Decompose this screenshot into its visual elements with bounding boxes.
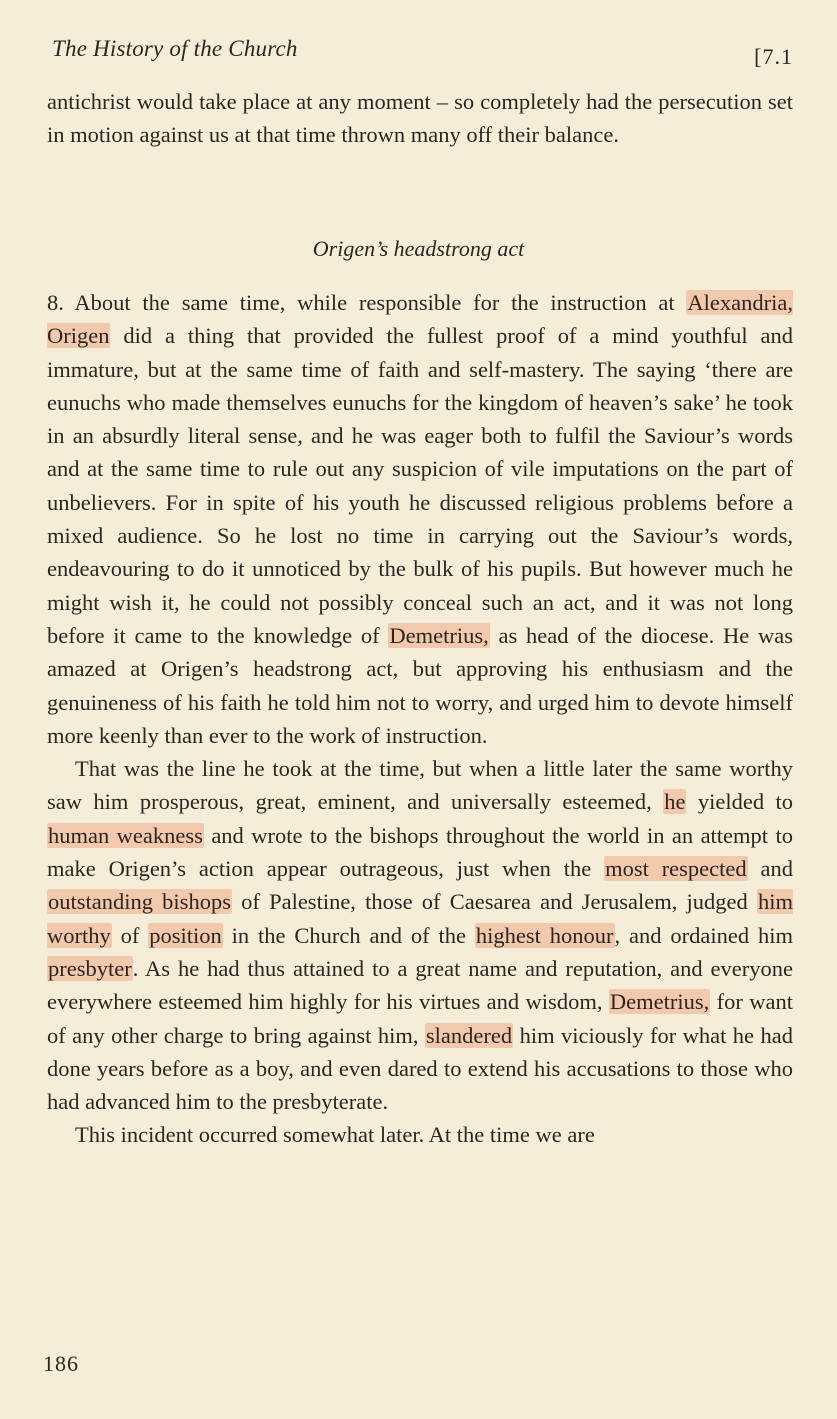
text-run: as head of the diocese. He was amazed at Origen’s headstrong act, but approving his enthusiasm and the genuineness of his faith he told him not to worry, and urged him to devote himself more keenly than ever to the work of instruction. [47, 622, 793, 748]
text-run: for want of any other charge to bring against him, [47, 989, 793, 1048]
text-run: That was the line he took at the time, but when a little later the same worthy saw him prosperous, great, eminent, and universally esteemed, [47, 756, 793, 815]
page-number: 186 [43, 1351, 79, 1376]
highlighted-text: most respected [605, 856, 747, 882]
text-run: him viciously for what he had done years before as a boy, and even dared to extend his accusations to those who had advanced him to the presbyterate. [47, 1022, 793, 1115]
text-run: did a thing that provided the fullest proof of a mind youthful and immature, but at the same time of faith and self-mastery. The saying ‘there are eunuchs who made themselves eunuchs for the kingdom of heaven’s sake’ he took in an absurdly literal sense, and he was eager both to fulfil the Saviour’s words and at the same time to rule out any suspicion of vile imputations on the part of unbelievers. For in spite of his youth he discussed religious problems before a mixed audience. So he lost no time in carrying out the Saviour’s words, endeavouring to do it unnoticed by the bulk of his pupils. But however much he might wish it, he could not possibly conceal such an act, and it was not long before it came to the knowledge of [47, 323, 793, 648]
text-run: , and ordained him [614, 922, 793, 948]
highlighted-text: highest honour [475, 922, 614, 948]
paragraph-continuation [47, 1118, 793, 1151]
highlighted-text: Alexandria, Origen [47, 290, 793, 349]
paragraph-text: antichrist would take place at any moment – so completely had the persecution set in motion against us at that time thrown many off their balance. [47, 89, 793, 148]
text-run: yielded to [686, 789, 793, 815]
section-heading: Origen’s headstrong act [312, 236, 525, 261]
text-run: 8. About the same time, while responsible for the instruction at [47, 290, 687, 315]
highlighted-text: presbyter [48, 955, 132, 981]
highlighted-text: human weakness [48, 822, 203, 848]
highlighted-text: he [664, 789, 686, 815]
text-run: of Palestine, those of Caesarea and Jerusalem, judged [231, 889, 757, 915]
text-run: of [111, 922, 149, 948]
text-run: . As he had thus attained to a great name and reputation, and everyone everywhere esteemed him highly for his virtues and wisdom, [47, 955, 793, 1015]
text-run: in the Church and of the [222, 922, 475, 948]
highlighted-text: outstanding bishops [48, 889, 231, 915]
running-title: The History of the Church [52, 36, 298, 61]
highlighted-text: him worthy [47, 889, 793, 948]
paragraph-continuation [47, 752, 793, 1118]
section-body [47, 286, 793, 1152]
text-run: This incident occurred somewhat later. At the time we are [75, 1122, 595, 1148]
section-reference: [7.1 [754, 44, 793, 69]
highlighted-text: slandered [425, 1022, 513, 1048]
paragraph-8 [47, 286, 793, 752]
text-run: and [747, 856, 793, 882]
highlighted-text: Demetrius, [389, 622, 489, 648]
highlighted-text: Demetrius, [609, 989, 710, 1015]
text-run: and wrote to the bishops throughout the world in an attempt to make Origen’s action appear outrageous, just when the [47, 822, 793, 882]
highlighted-text: position [149, 922, 222, 948]
continued-paragraph [47, 85, 793, 152]
